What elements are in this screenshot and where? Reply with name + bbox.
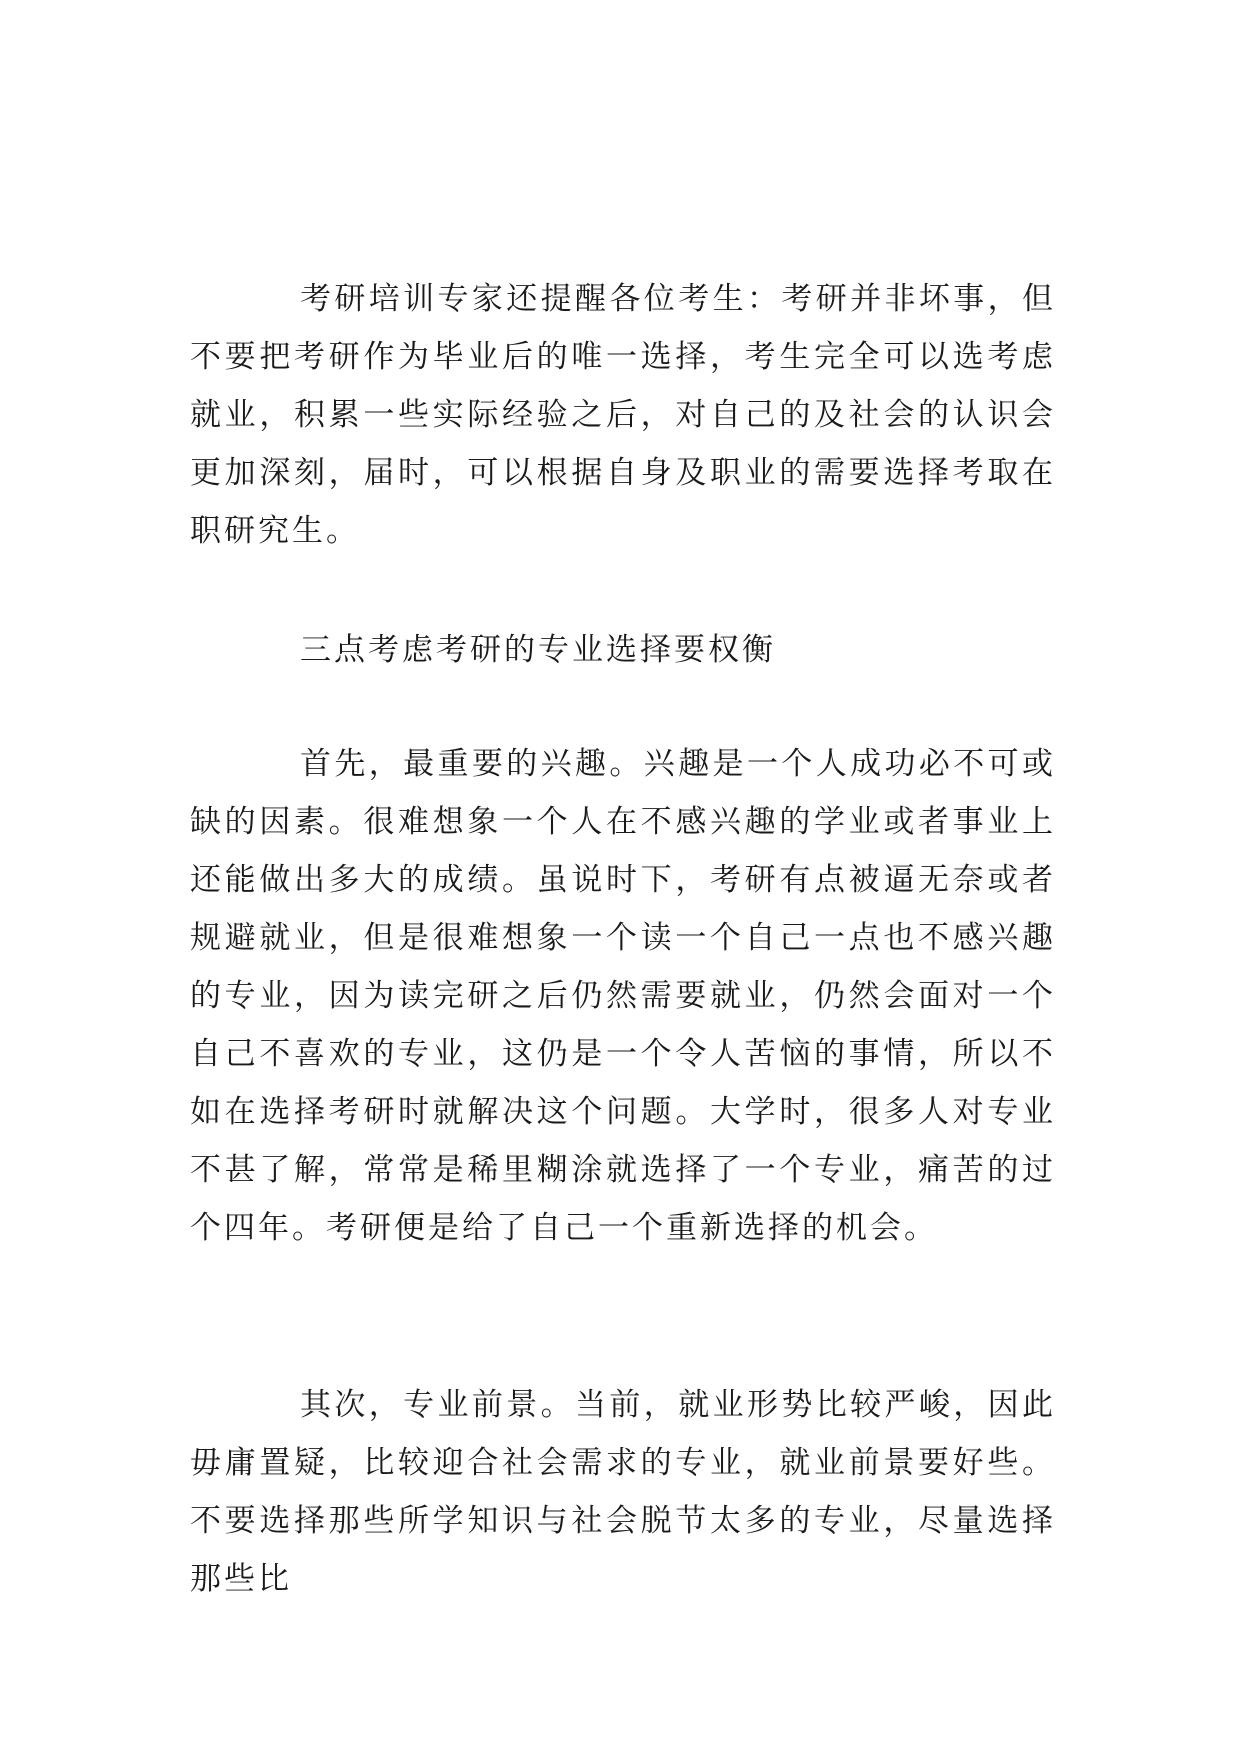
paragraph-interest: 首先，最重要的兴趣。兴趣是一个人成功必不可或缺的因素。很难想象一个人在不感兴趣的学业或者事业上还能做出多大的成绩。虽说时下，考研有点被逼无奈或者规避就业，但是很难想象一个读一个自己一点也不感兴趣的专业，因为读完研之后仍然需要就业，仍然会面对一个自己不喜欢的专业，这仍是一个令人苦恼的事情，所以不如在选择考研时就解决这个问题。大学时，很多人对专业不甚了解，常常是稀里糊涂就选择了一个专业，痛苦的过个四年。考研便是给了自己一个重新选择的机会。 bbox=[190, 746, 1056, 1246]
paragraph-advice: 考研培训专家还提醒各位考生：考研并非坏事，但不要把考研作为毕业后的唯一选择，考生完全可以选考虑就业，积累一些实际经验之后，对自己的及社会的认识会更加深刻，届时，可以根据自身及职业的需要选择考取在职研究生。 bbox=[190, 281, 1056, 549]
paragraph-prospects: 其次，专业前景。当前，就业形势比较严峻，因此毋庸置疑，比较迎合社会需求的专业，就业前景要好些。不要选择那些所学知识与社会脱节太多的专业，尽量选择那些比 bbox=[190, 1387, 1056, 1597]
section-heading: 三点考虑考研的专业选择要权衡 bbox=[300, 632, 776, 668]
